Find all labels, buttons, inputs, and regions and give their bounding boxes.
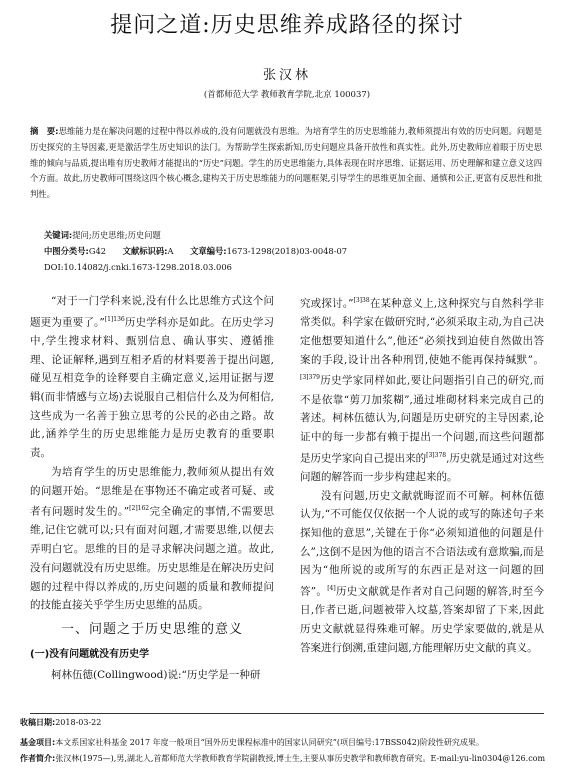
- paragraph: [30, 292, 274, 463]
- footnote-divider: [30, 713, 544, 714]
- article-no-value: 1673-1298(2018)03-0048-07: [226, 245, 348, 256]
- keywords-line: [44, 228, 347, 244]
- received-label: 收稿日期:: [20, 718, 56, 727]
- paragraph: [300, 292, 544, 487]
- paragraph-text: 完全确定的事情,不需要思维,记住它就可以;只有面对问题,才需要思维,以便去弄明白它。思维的目的是寻求解决问题之道。故此,没有问题就没有历史思维。历史思维是在解决历史问题的过程中得以养成的,历史问题的质量和教师提问的技能直接关乎学生历史思维的品质。: [30, 505, 274, 612]
- citation: [3]38: [353, 297, 370, 304]
- fund-value: 本文系国家社科基金 2017 年度一般项目“国外历史课程标准中的国家认同研究”(项目编号:17BSS042)阶段性研究成果。: [55, 738, 484, 747]
- paragraph: [300, 487, 544, 658]
- clc-value: G42: [88, 245, 106, 256]
- bio-value: 张汉林(1975—),男,湖北人,首都师范大学教师教育学院副教授,博士生,主要从事历史教学和教师教育研究。E-mail:yu-lin0304@126.com: [55, 754, 546, 763]
- article-metadata: [44, 228, 347, 275]
- paragraph-text: 历史学家同样如此,要让问题指引自己的研究,而不是依靠“剪刀加浆糊”,通过堆砌材料来完成自己的著述。柯林伍德认为,问题是历史研究的主导因素,论证中的每一步都有赖于提出一个问题,而这些问题都是历史学家向自己提出来的: [300, 374, 544, 465]
- citation: [3]379: [300, 374, 320, 382]
- fund-label: 基金项目:: [20, 738, 56, 747]
- paragraph-text: 为培育学生的历史思维能力,教师须从提出有效的问题开始。“思维是在事物还不确定或者可疑、或者有问题时发生的。”: [30, 465, 274, 518]
- paragraph-text: 历史文献就是作者对自己问题的解答,时至今日,作者已逝,问题被带入坟墓,答案却留了下来,因此历史文献就显得殊难可解。历史学家要做的,就是从答案进行倒溯,重建问题,方能理解历史文献的真义。: [300, 585, 544, 654]
- clc-label: 中图分类号:: [44, 245, 89, 256]
- author-affiliation: (首都师范大学 教师教育学院,北京 100037): [203, 90, 371, 100]
- paragraph: [30, 463, 274, 615]
- abstract-label: 摘 要:: [30, 126, 59, 136]
- keywords-text: 提问;历史思维;历史问题: [72, 230, 161, 240]
- paragraph-text: 究或探讨。”: [300, 297, 354, 310]
- citation: [4]: [327, 585, 336, 593]
- received-value: 2018-03-22: [55, 718, 102, 727]
- section-heading: 一、问题之于历史思维的意义: [60, 621, 243, 637]
- doi-line: DOI:10.14082/j.cnki.1673-1298.2018.03.006: [44, 261, 232, 272]
- fund-note: [20, 736, 560, 749]
- citation: [3]378: [426, 451, 447, 459]
- doc-code-label: 文献标识码:: [122, 245, 168, 256]
- body-left-column: [30, 292, 274, 685]
- author-bio: [20, 752, 560, 765]
- received-date: [20, 716, 560, 729]
- paragraph-text: ,历史就是通过对这些问题的解答而一步步构建起来的。: [300, 452, 545, 483]
- paper-title: 提问之道:历史思维养成路径的探讨: [110, 13, 464, 38]
- paragraph-text: 在某种意义上,这种探究与自然科学非常类似。科学家在做研究时,“必须采取主动,为自己决定他想要知道什么”,他还“必须找到迫使自然做出答案的手段,设计出各种刑罚,使她不能再保持缄默”。: [300, 297, 544, 366]
- subsection-heading: (一)没有问题就没有历史学: [30, 648, 150, 660]
- abstract: [30, 124, 542, 203]
- article-no-label: 文章编号:: [190, 245, 227, 256]
- author-name: 张汉林: [262, 68, 311, 83]
- keywords-label: 关键词:: [44, 230, 73, 240]
- paragraph-text: “对于一门学科来说,没有什么比思维方式这个问题更为重要了。”: [30, 295, 274, 329]
- citation: [2]162: [129, 505, 150, 513]
- paragraph: 柯林伍德(Collingwood)说:“历史学是一种研: [51, 669, 261, 682]
- citation: [1]136: [104, 315, 125, 323]
- classification-line: [44, 244, 347, 260]
- paragraph-text: 历史学科亦是如此。在历史学习中,学生搜求材料、甄别信息、确认事实、遵循推理、论证解释,遇到互相矛盾的材料要善于提出问题,碰见互相竞争的诠释要自主确定意义,运用证据与逻辑(而非情感与立场)去说服自己相信什么及为何相信,这些成为一名善于独立思考的公民的必由之路。故此,涵养学生的历史思维能力是历史教育的重要职责。: [30, 316, 274, 460]
- doc-code-value: A: [167, 245, 174, 256]
- abstract-text: 思维能力是在解决问题的过程中得以养成的,没有问题就没有思维。为培育学生的历史思维能力,教师须提出有效的历史问题。问题是历史探究的主导因素,更是激活学生历史知识的法门。为帮助学生探索新知,历史问题应具备开放性和真实性。此外,历史教师应着眼于历史思维的倾向与品质,提出唯有历史教师才能提出的“历史”问题。学生的历史思维能力,具体表现在时序思维、证据运用、历史理解和建立意义这四个方面。故此,历史教师可围绕这四个核心概念,建构关于历史思维能力的问题框架,引导学生的思维更加全面、通慎和公正,更富有反思性和批判性。: [30, 126, 542, 200]
- body-right-column: [300, 292, 544, 657]
- bio-label: 作者简介:: [20, 754, 56, 763]
- paragraph-text: 没有问题,历史文献就晦涩而不可解。柯林伍德认为,“不可能仅仅依据一个人说的或写的陈述句子来探知他的意思”,关键在于你“必须知道他的问题是什么”,这倒不是因为他的语言不合语法或有意欺骗,而是因为“他所说的或所写的东西正是对这一问题的回答”。: [300, 489, 544, 598]
